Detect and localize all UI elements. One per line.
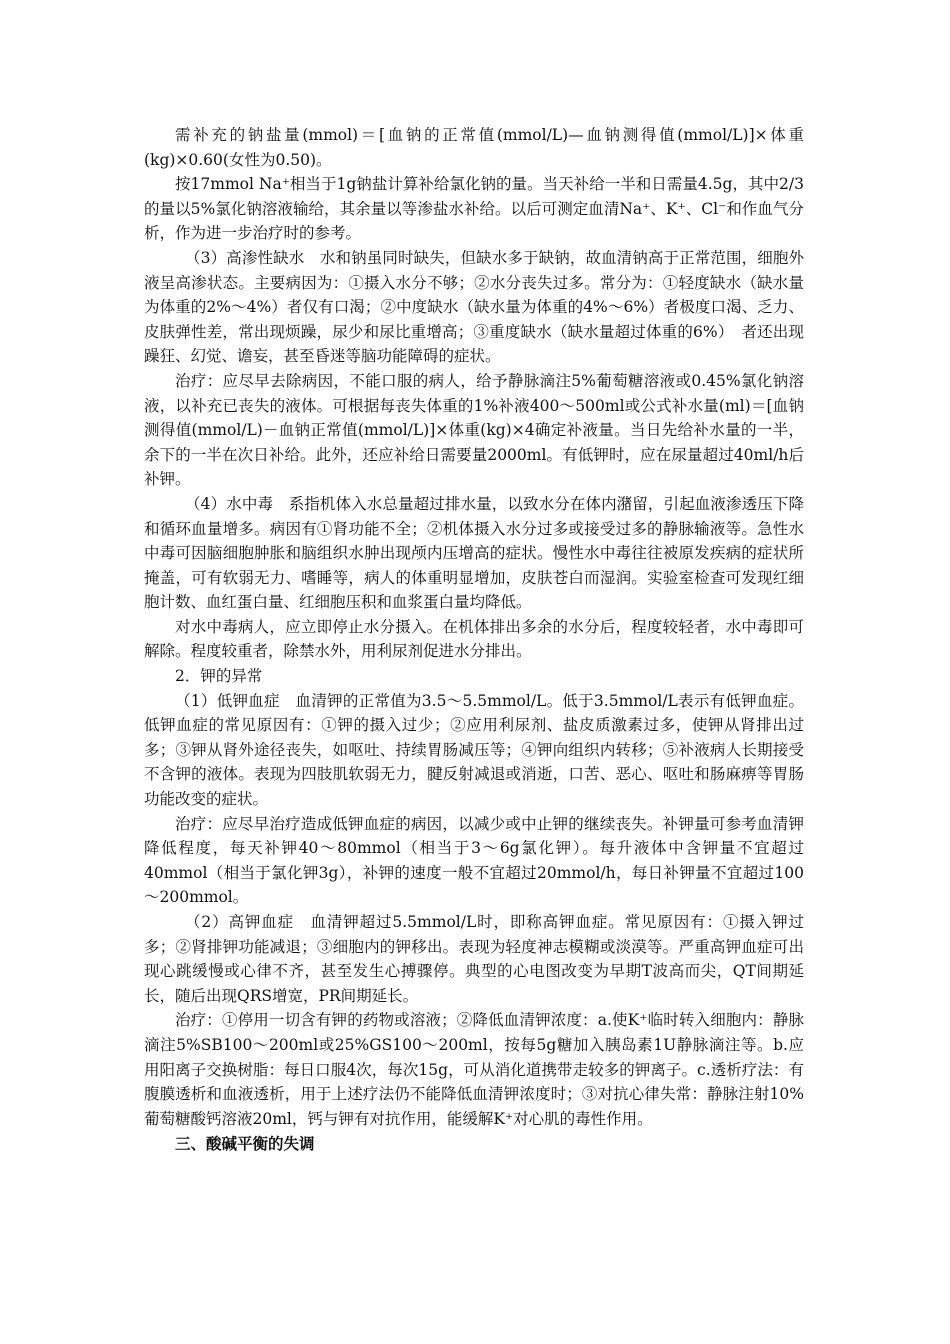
paragraph-sodium-formula: 需补充的钠盐量(mmol)＝[血钠的正常值(mmol/L)—血钠测得值(mmol/L)]×体重(kg)×0.60(女性为0.50)。 [144, 126, 804, 169]
chapter-heading-acid-base: 三、酸碱平衡的失调 [175, 1134, 315, 1154]
paragraph-hypokalemia-treatment: 治疗：应尽早治疗造成低钾血症的病因，以减少或中止钾的继续丧失。补钾量可参考血清钾降低程度，每天补钾40～80mmol（相当于3～6g氯化钾）。每升液体中含钾量不宜超过40mmol（相当于氯化钾3g），补钾的速度一般不宜超过20mmol/h，每日补钾量不宜超过100～200mmol。 [144, 814, 804, 907]
paragraph-water-intoxication: （4）水中毒 系指机体入水总量超过排水量，以致水分在体内潴留，引起血液渗透压下降和循环血量增多。病因有①肾功能不全；②机体摄入水分过多或接受过多的静脉输液等。急性水中毒可因脑细胞肿胀和脑组织水肿出现颅内压增高的症状。慢性水中毒往往被原发疾病的症状所掩盖，可有软弱无力、嗜睡等，病人的体重明显增加，皮肤苍白而湿润。实验室检查可发现红细胞计数、血红蛋白量、红细胞压积和血浆蛋白量均降低。 [144, 494, 804, 612]
document-page [144, 123, 804, 1157]
paragraph-hypokalemia: （1）低钾血症 血清钾的正常值为3.5～5.5mmol/L。低于3.5mmol/L表示有低钾血症。低钾血症的常见原因有：①钾的摄入过少；②应用利尿剂、盐皮质激素过多，使钾从肾排出过多；③钾从肾外途径丧失，如呕吐、持续胃肠减压等；④钾向组织内转移；⑤补液病人长期接受不含钾的液体。表现为四肢肌软弱无力，腱反射减退或消逝，口苦、恶心、呕吐和肠麻痹等胃肠功能改变的症状。 [144, 691, 804, 809]
paragraph-sodium-supplement: 按17mmol Na⁺相当于1g钠盐计算补给氯化钠的量。当天补给一半和日需量4.5g，其中2/3的量以5%氯化钠溶液输给，其余量以等渗盐水补给。以后可测定血清Na⁺、K⁺、Cl⁻和作血气分析，作为进一步治疗时的参考。 [144, 175, 804, 243]
paragraph-hypertonic-dehydration: （3）高渗性缺水 水和钠虽同时缺失，但缺水多于缺钠，故血清钠高于正常范围，细胞外液呈高渗状态。主要病因为：①摄入水分不够；②水分丧失过多。常分为：①轻度缺水（缺水量为体重的2%～4%）者仅有口渴；②中度缺水（缺水量为体重的4%～6%）者极度口渴、乏力、皮肤弹性差，常出现烦躁，尿少和尿比重增高；③重度缺水（缺水量超过体重的6%） 者还出现躁狂、幻觉、谵妄，甚至昏迷等脑功能障碍的症状。 [144, 248, 804, 366]
section-heading-potassium: 2．钾的异常 [175, 667, 263, 686]
paragraph-hyperkalemia-treatment: 治疗：①停用一切含有钾的药物或溶液；②降低血清钾浓度：a.使K⁺临时转入细胞内：静脉滴注5%SB100～200ml或25%GS100～200ml，按每5g糖加入胰岛素1U静脉滴注等。b.应用阳离子交换树脂：每日口服4次，每次15g，可从消化道携带走较多的钾离子。c.透析疗法：有腹膜透析和血液透析，用于上述疗法仍不能降低血清钾浓度时；③对抗心律失常：静脉注射10%葡萄糖酸钙溶液20ml，钙与钾有对抗作用，能缓解K⁺对心肌的毒性作用。 [144, 1011, 804, 1128]
paragraph-hypertonic-treatment: 治疗：应尽早去除病因，不能口服的病人，给予静脉滴注5%葡萄糖溶液或0.45%氯化钠溶液，以补充已丧失的液体。可根据每丧失体重的1%补液400～500ml或公式补水量(ml)＝[血钠测得值(mmol/L)－血钠正常值(mmol/L)]×体重(kg)×4确定补液量。当日先给补水量的一半，余下的一半在次日补给。此外，还应补给日需要量2000ml。有低钾时，应在尿量超过40ml/h后补钾。 [144, 371, 804, 489]
paragraph-water-intoxication-treatment: 对水中毒病人，应立即停止水分摄入。在机体排出多余的水分后，程度较轻者，水中毒即可解除。程度较重者，除禁水外，用利尿剂促进水分排出。 [144, 617, 804, 661]
paragraph-hyperkalemia: （2）高钾血症 血清钾超过5.5mmol/L时，即称高钾血症。常见原因有：①摄入钾过多；②肾排钾功能减退；③细胞内的钾移出。表现为轻度神志模糊或淡漠等。严重高钾血症可出现心跳缓慢或心律不齐，甚至发生心搏骤停。典型的心电图改变为早期T波高而尖，QT间期延长，随后出现QRS增宽，PR间期延长。 [144, 913, 804, 1005]
